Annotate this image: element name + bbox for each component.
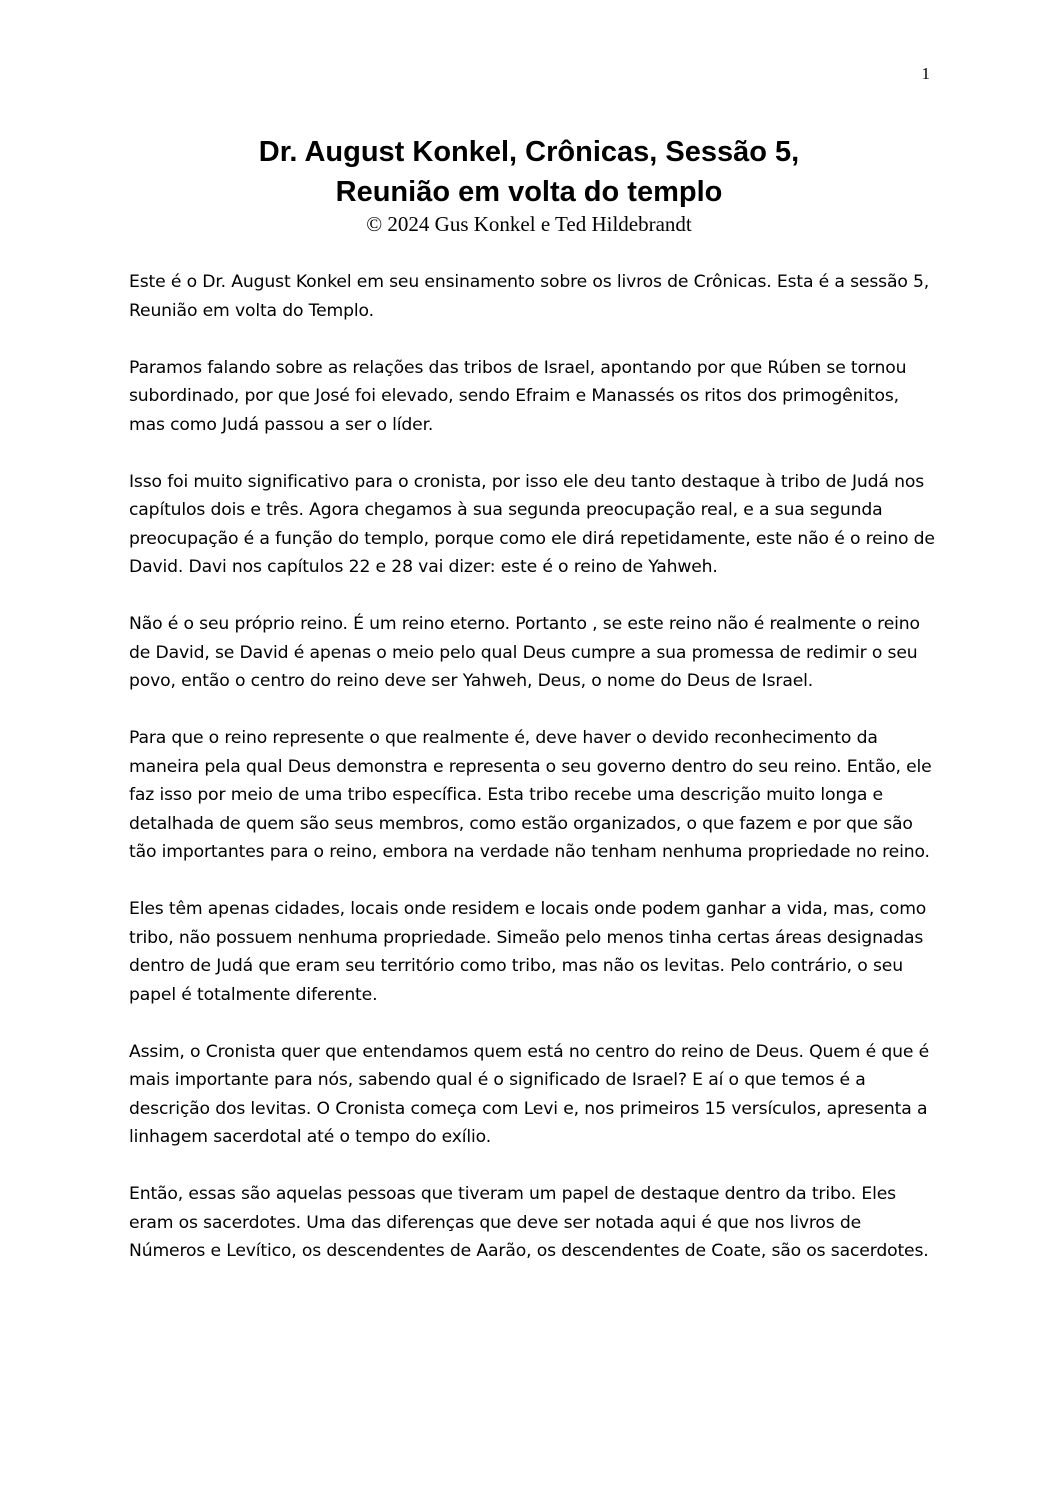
paragraph: Paramos falando sobre as relações das tribos de Israel, apontando por que Rúben se tornou subordinado, por que José foi elevado, sendo Efraim e Manassés os ritos dos primogênitos, mas como Judá passou a ser o líder. (129, 357, 907, 435)
paragraph: Então, essas são aquelas pessoas que tiveram um papel de destaque dentro da tribo. Eles eram os sacerdotes. Uma das diferenças que deve ser notada aqui é que nos livros de Números e Levítico, os descendentes de Aarão, os descendentes de Coate, são os sacerdotes. (129, 1184, 929, 1261)
document-title-line-1: Dr. August Konkel, Crônicas, Sessão 5, (258, 136, 800, 168)
paragraph: Eles têm apenas cidades, locais onde residem e locais onde podem ganhar a vida, mas, como tribo, não possuem nenhuma propriedade. Simeão pelo menos tinha certas áreas designadas dentro de Judá que eram seu território como tribo, mas não os levitas. Pelo contrário, o seu papel é totalmente diferente. (129, 899, 927, 1005)
paragraph: Isso foi muito significativo para o cronista, por isso ele deu tanto destaque à tribo de Judá nos capítulos dois e três. Agora chegamos à sua segunda preocupação real, e a sua segunda preocupação é a função do templo, porque como ele dirá repetidamente, este não é o reino de David. Davi nos capítulos 22 e 28 vai dizer: este é o reino de Yahweh. (129, 471, 935, 577)
title-block (0, 132, 1058, 236)
paragraph: Não é o seu próprio reino. É um reino eterno. Portanto , se este reino não é realmente o reino de David, se David é apenas o meio pelo qual Deus cumpre a sua promessa de redimir o seu povo, então o centro do reino deve ser Yahweh, Deus, o nome do Deus de Israel. (129, 614, 920, 691)
paragraph: Assim, o Cronista quer que entendamos quem está no centro do reino de Deus. Quem é que é mais importante para nós, sabendo qual é o significado de Israel? E aí o que temos é a descrição dos levitas. O Cronista começa com Levi e, nos primeiros 15 versículos, apresenta a linhagem sacerdotal até o tempo do exílio. (129, 1041, 930, 1147)
paragraph: Para que o reino represente o que realmente é, deve haver o devido reconhecimento da maneira pela qual Deus demonstra e representa o seu governo dentro do seu reino. Então, ele faz isso por meio de uma tribo específica. Esta tribo recebe uma descrição muito longa e detalhada de quem são seus membros, como estão organizados, o que fazem e por que são tão importantes para o reino, embora na verdade não tenham nenhuma propriedade no reino. (129, 728, 932, 862)
paragraph: Este é o Dr. August Konkel em seu ensinamento sobre os livros de Crônicas. Esta é a sessão 5, Reunião em volta do Templo. (129, 272, 930, 321)
copyright-notice: © 2024 Gus Konkel e Ted Hildebrandt (366, 212, 692, 236)
document-title-line-2: Reunião em volta do templo (335, 176, 723, 208)
document-body (129, 268, 935, 1294)
page-number: 1 (921, 64, 930, 83)
